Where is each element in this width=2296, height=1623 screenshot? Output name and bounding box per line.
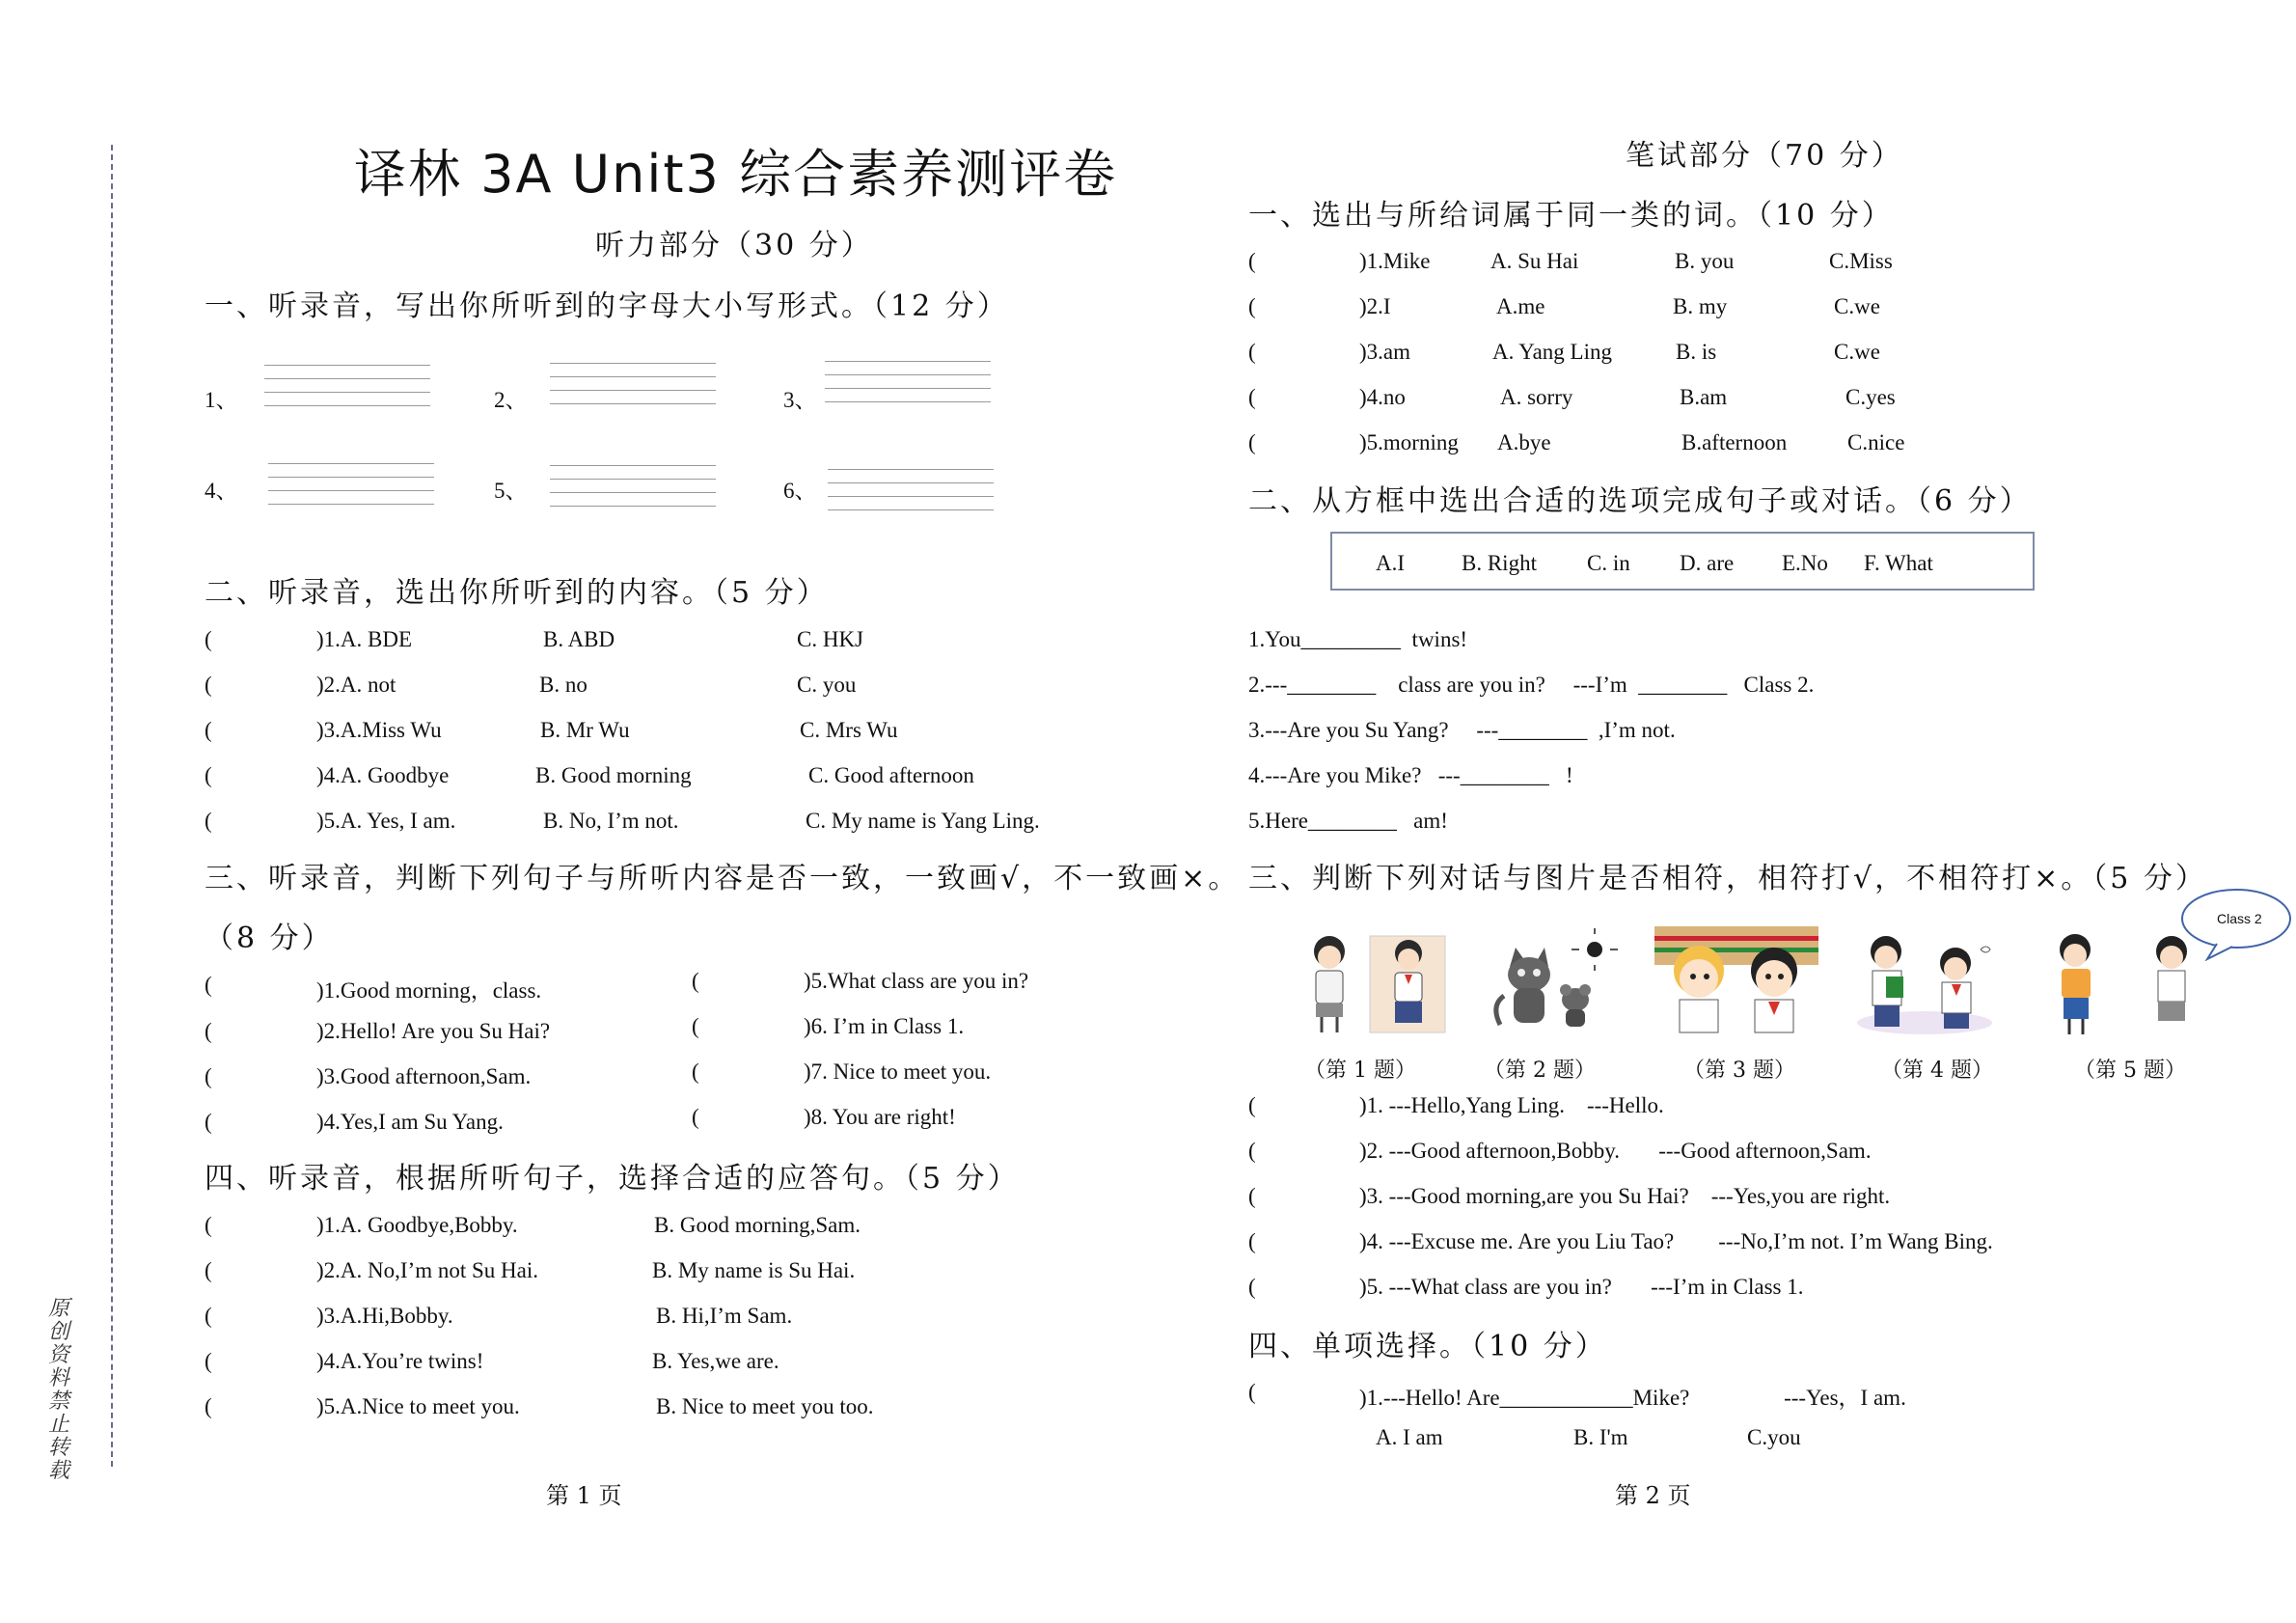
- option-c: C.we: [1834, 340, 1880, 364]
- word-option: B. Right: [1462, 551, 1537, 575]
- answer-paren[interactable]: (: [1248, 430, 1256, 454]
- answer-paren[interactable]: (: [205, 809, 212, 833]
- statement-text: )2.Hello! Are you Su Hai?: [316, 1019, 551, 1043]
- option-a: A.bye: [1497, 430, 1551, 454]
- question-text: )2.A. No,I’m not Su Hai.: [316, 1258, 538, 1282]
- option-a: A.me: [1496, 294, 1545, 318]
- answer-paren[interactable]: (: [205, 763, 212, 787]
- word-option: D. are: [1680, 551, 1735, 575]
- option-b: B.am: [1680, 385, 1728, 409]
- answer-paren[interactable]: (: [205, 718, 212, 742]
- answer-paren[interactable]: (: [1248, 1093, 1256, 1117]
- option-b: B. Good morning: [535, 763, 692, 787]
- statement-text: )1.Good morning，class.: [316, 978, 542, 1003]
- question-text: )3.am: [1359, 340, 1411, 364]
- page-number-1: 第 1 页: [546, 1482, 622, 1509]
- statement-text: )3.Good afternoon,Sam.: [316, 1064, 532, 1088]
- question-text: )1.Mike: [1359, 249, 1431, 273]
- picture-caption: （第 5 题）: [2074, 1059, 2186, 1083]
- picture-3-two-boys: [1654, 926, 1818, 1034]
- picture-caption: （第 2 题）: [1484, 1059, 1596, 1083]
- answer-paren[interactable]: (: [692, 1105, 699, 1129]
- option-a: A. Su Hai: [1490, 249, 1579, 273]
- option-c: C. HKJ: [797, 627, 864, 651]
- option-c: C.we: [1834, 294, 1880, 318]
- question-text: )5.A. Yes, I am.: [316, 809, 456, 833]
- word-option: C. in: [1587, 551, 1630, 575]
- option-b: B. My name is Su Hai.: [652, 1258, 856, 1282]
- answer-paren[interactable]: (: [1248, 385, 1256, 409]
- s1-label-4: 4、: [205, 479, 238, 503]
- option-b: B. is: [1676, 340, 1717, 364]
- answer-paren[interactable]: (: [205, 1258, 212, 1282]
- answer-paren[interactable]: (: [1248, 1229, 1256, 1253]
- option-b: B. Good morning,Sam.: [654, 1213, 861, 1237]
- question-text: )2.A. not: [316, 673, 396, 697]
- option-c: C. Mrs Wu: [800, 718, 898, 742]
- dialogue-text: )5. ---What class are you in? ---I’m in Class 1.: [1359, 1275, 1804, 1299]
- p2-s2-heading: 二、从方框中选出合适的选项完成句子或对话。（6 分）: [1248, 484, 2032, 518]
- p1-s4-heading: 四、听录音，根据所听句子，选择合适的应答句。（5 分）: [205, 1162, 1020, 1196]
- s1-label-6: 6、: [783, 479, 817, 503]
- s1-label-3: 3、: [783, 388, 817, 412]
- picture-2-cat-and-mouse: [1490, 928, 1626, 1034]
- option-b: B.afternoon: [1681, 430, 1788, 454]
- statement-text: )4.Yes,I am Su Yang.: [316, 1110, 504, 1134]
- p2-s3-heading: 三、判断下列对话与图片是否相符，相符打√，不相符打×。（5 分）: [1248, 862, 2207, 895]
- p1-s1-heading: 一、听录音，写出你所听到的字母大小写形式。（12 分）: [205, 289, 1009, 323]
- answer-paren[interactable]: (: [205, 1213, 212, 1237]
- option-a: A. Yang Ling: [1492, 340, 1612, 364]
- page-number-2: 第 2 页: [1615, 1482, 1691, 1509]
- answer-paren[interactable]: (: [205, 627, 212, 651]
- option-b: B. ABD: [543, 627, 615, 651]
- page-title: 译林 3A Unit3 综合素养测评卷: [354, 144, 1118, 205]
- s1-label-1: 1、: [205, 388, 238, 412]
- answer-paren[interactable]: (: [692, 969, 699, 993]
- question-text: )1.A. BDE: [316, 627, 413, 651]
- answer-paren[interactable]: (: [205, 1019, 212, 1043]
- binding-dashed-line: [111, 145, 113, 1467]
- option-b: B. you: [1675, 249, 1735, 273]
- dialogue-text: )2. ---Good afternoon,Bobby. ---Good afternoon,Sam.: [1359, 1139, 1872, 1163]
- answer-paren[interactable]: (: [1248, 294, 1256, 318]
- question-text: )4.A. Goodbye: [316, 763, 450, 787]
- picture-5-boy-and-girl: [2040, 930, 2195, 1036]
- question-text: )1.---Hello! Are____________Mike? ---Yes，I am.: [1359, 1386, 1906, 1410]
- fill-in-sentence[interactable]: 2.---________ class are you in? ---I’m ________ Class 2.: [1248, 673, 1815, 697]
- option-b: B. No, I’m not.: [543, 809, 679, 833]
- picture-caption: （第 4 题）: [1881, 1059, 1993, 1083]
- statement-text: )7. Nice to meet you.: [804, 1059, 992, 1084]
- dialogue-text: )4. ---Excuse me. Are you Liu Tao? ---No,I’m not. I’m Wang Bing.: [1359, 1229, 1993, 1253]
- listening-header: 听力部分（30 分）: [595, 229, 873, 262]
- question-text: )3.A.Miss Wu: [316, 718, 442, 742]
- option-c: C. you: [797, 673, 857, 697]
- writing-lines-2[interactable]: [550, 363, 716, 419]
- picture-1-girl-and-boy: [1302, 930, 1447, 1034]
- p1-s3-heading-score: （8 分）: [205, 922, 334, 955]
- writing-lines-6[interactable]: [828, 469, 994, 525]
- answer-paren[interactable]: (: [205, 1394, 212, 1418]
- answer-paren[interactable]: (: [205, 673, 212, 697]
- statement-text: )8. You are right!: [804, 1105, 956, 1129]
- fill-in-sentence[interactable]: 3.---Are you Su Yang? ---________ ,I’m not.: [1248, 718, 1676, 742]
- option-b: B. Yes,we are.: [652, 1349, 779, 1373]
- option-b: B. no: [539, 673, 588, 697]
- answer-paren[interactable]: (: [1248, 340, 1256, 364]
- p1-s3-heading: 三、听录音，判断下列句子与所听内容是否一致，一致画√，不一致画×。: [205, 862, 1241, 895]
- question-text: )5.morning: [1359, 430, 1459, 454]
- option-c: C.yes: [1845, 385, 1896, 409]
- writing-lines-4[interactable]: [268, 463, 434, 519]
- question-text: )1.A. Goodbye,Bobby.: [316, 1213, 518, 1237]
- fill-in-sentence[interactable]: 1.You_________ twins!: [1248, 627, 1468, 651]
- written-header: 笔试部分（70 分）: [1626, 139, 1903, 173]
- word-option: F. What: [1864, 551, 1933, 575]
- fill-in-sentence[interactable]: 4.---Are you Mike? ---________ !: [1248, 763, 1573, 787]
- word-option: A.I: [1376, 551, 1406, 575]
- option-c: C. Good afternoon: [808, 763, 974, 787]
- answer-paren[interactable]: (: [1248, 1380, 1256, 1404]
- picture-4-two-boys: [1847, 930, 2002, 1036]
- writing-lines-5[interactable]: [550, 465, 716, 521]
- option-b: B. my: [1673, 294, 1728, 318]
- p2-s1-heading: 一、选出与所给词属于同一类的词。（10 分）: [1248, 199, 1894, 233]
- speech-bubble-text: Class 2: [2217, 911, 2262, 926]
- p2-s4-heading: 四、单项选择。（10 分）: [1248, 1330, 1607, 1363]
- word-option: E.No: [1782, 551, 1828, 575]
- writing-lines-3[interactable]: [825, 361, 991, 417]
- statement-text: )5.What class are you in?: [804, 969, 1029, 993]
- answer-paren[interactable]: (: [1248, 249, 1256, 273]
- answer-paren[interactable]: (: [692, 1059, 699, 1084]
- question-text: )4.A.You’re twins!: [316, 1349, 484, 1373]
- option-c: C.Miss: [1829, 249, 1893, 273]
- answer-paren[interactable]: (: [1248, 1275, 1256, 1299]
- picture-caption: （第 1 题）: [1304, 1059, 1416, 1083]
- question-text: )2.I: [1359, 294, 1391, 318]
- s1-label-5: 5、: [494, 479, 528, 503]
- option-a: A. I am: [1376, 1425, 1443, 1449]
- answer-paren[interactable]: (: [205, 1064, 212, 1088]
- answer-paren[interactable]: (: [1248, 1139, 1256, 1163]
- option-a: A. sorry: [1500, 385, 1573, 409]
- picture-caption: （第 3 题）: [1683, 1059, 1795, 1083]
- answer-paren[interactable]: (: [205, 973, 212, 997]
- s1-label-2: 2、: [494, 388, 528, 412]
- dialogue-text: )3. ---Good morning,are you Su Hai? ---Yes,you are right.: [1359, 1184, 1891, 1208]
- writing-lines-1[interactable]: [264, 365, 430, 421]
- answer-paren[interactable]: (: [692, 1014, 699, 1038]
- option-c: C. My name is Yang Ling.: [806, 809, 1040, 833]
- answer-paren[interactable]: (: [205, 1110, 212, 1134]
- dialogue-text: )1. ---Hello,Yang Ling. ---Hello.: [1359, 1093, 1664, 1117]
- p1-s2-heading: 二、听录音，选出你所听到的内容。（5 分）: [205, 576, 829, 610]
- fill-in-sentence[interactable]: 5.Here________ am!: [1248, 809, 1448, 833]
- question-text: )4.no: [1359, 385, 1406, 409]
- answer-paren[interactable]: (: [205, 1349, 212, 1373]
- question-text: )3.A.Hi,Bobby.: [316, 1304, 453, 1328]
- option-b: B. Hi,I’m Sam.: [656, 1304, 793, 1328]
- option-c: C.you: [1747, 1425, 1801, 1449]
- side-watermark-text: 原创资料 禁止转载: [48, 1297, 70, 1483]
- statement-text: )6. I’m in Class 1.: [804, 1014, 965, 1038]
- option-b: B. I'm: [1573, 1425, 1628, 1449]
- answer-paren[interactable]: (: [1248, 1184, 1256, 1208]
- question-text: )5.A.Nice to meet you.: [316, 1394, 520, 1418]
- option-b: B. Nice to meet you too.: [656, 1394, 874, 1418]
- option-b: B. Mr Wu: [540, 718, 630, 742]
- answer-paren[interactable]: (: [205, 1304, 212, 1328]
- option-c: C.nice: [1847, 430, 1905, 454]
